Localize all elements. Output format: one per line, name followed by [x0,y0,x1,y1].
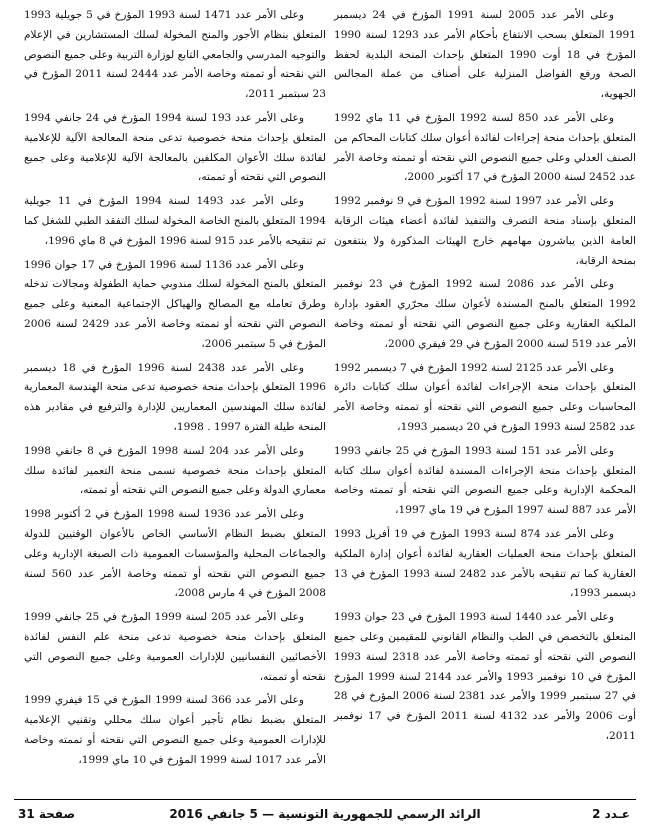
paragraph: وعلى الأمر عدد 850 لسنة 1992 المؤرخ في 11 ماي 1992 المتعلق بإحداث منحة إجراءات لفائدة أعوان سلك كتابات المحاكم من الصنف العدلي وعلى جميع النصوص التي نقحته أو تممته وخاصة الأمر عدد 2452 لسنة 2000 المؤرخ في 17 أكتوبر 2000، [334,111,636,184]
paragraph: وعلى الأمر عدد 2125 لسنة 1992 المؤرخ في 7 ديسمبر 1992 المتعلق بإحداث منحة الإجراءات لفائدة أعوان سلك كتابات دائرة المحاسبات وعلى جميع النصوص التي نقحته أو تممته وخاصة الأمر عدد 2582 لسنة 1993 المؤرخ في 20 ديسمبر 1993، [334,361,636,433]
paragraph: وعلى الأمر عدد 1493 لسنة 1994 المؤرخ في 11 جويلية 1994 المتعلق بالمنح الخاصة المخولة لسلك التفقد الطبي للشغل كما تم تنقيحه بالأمر عدد 915 لسنة 1996 المؤرخ في 8 ماي 1996، [24,195,326,247]
paragraph: وعلى الأمر عدد 1136 لسنة 1996 المؤرخ في 17 جوان 1996 المتعلق بالمنح المخولة لسلك مندوبي حماية الطفولة ومجالات تدخله وطرق تعامله مع المصالح والهياكل الإجتماعية المعنية وعلى جميع النصوص التي نقحته أو تممته وخاصة الأمر عدد 2429 لسنة 2006 المؤرخ في 5 سبتمبر 2006، [24,258,326,350]
paragraph: وعلى الأمر عدد 204 لسنة 1998 المؤرخ في 8 جانفي 1998 المتعلق بإحداث منحة خصوصية تسمى منحة التعمير لفائدة سلك معماري الدولة وعلى جميع النصوص التي نقحته أو تممته، [24,444,326,497]
paragraph: وعلى الأمر عدد 2438 لسنة 1996 المؤرخ في 18 ديسمبر 1996 المتعلق بإحداث منحة خصوصية تدعى منحة الهندسة المعمارية لفائدة سلك المهندسين المعماريين للإدارة والترفيع في مقادير هذه المنحة طيلة الفترة 1997 . 1998، [24,361,326,433]
page-number: صفحة 31 [18,807,76,821]
paragraph: وعلى الأمر عدد 205 لسنة 1999 المؤرخ في 25 جانفي 1999 المتعلق بإحداث منحة خصوصية تدعى منحة علم النفس لفائدة الأخصائيين النفسانيين للإدارات العمومية وعلى جميع النصوص التي نقحته أو تممته، [24,611,326,683]
right-column [334,6,636,751]
paragraph: وعلى الأمر عدد 1936 لسنة 1998 المؤرخ في 2 أكتوبر 1998 المتعلق بضبط النظام الأساسي الخاص بالأعوان الوقتيين للدولة والجماعات المحلية والمؤسسات العمومية ذات الصبغة الإدارية وعلى جميع النصوص التي نقحته أو تممته وخاصة الأمر عدد 560 لسنة 2008 المؤرخ في 4 مارس 2008، [24,508,326,600]
left-column [24,6,326,774]
paragraph: وعلى الأمر عدد 2005 لسنة 1991 المؤرخ في 24 ديسمبر 1991 المتعلق بسحب الانتفاع بأحكام الأمر عدد 1293 لسنة 1990 المؤرخ في 18 أوت 1990 المتعلق بإحداث المنحة البلدية لحفظ الصحة ورفع الفواضل المنزلية على أصناف من عملة المجالس الجهوية، [334,9,636,101]
paragraph: وعلى الأمر عدد 193 لسنة 1994 المؤرخ في 24 جانفي 1994 المتعلق بإحداث منحة خصوصية تدعى منحة المعالجة الآلية للإعلامية لفائدة سلك الأعوان المكلفين بالمعالجة الآلية للإعلامية وعلى جميع النصوص التي نقحته أو تممته، [24,111,326,184]
paragraph: وعلى الأمر عدد 1997 لسنة 1992 المؤرخ في 9 نوفمبر 1992 المتعلق بإسناد منحة التصرف والتنفيذ لفائدة أعضاء هيئات الرقابة العامة الذين يباشرون مهامهم خارج الهيئات المذكورة ولا ينتفعون بمنحة الرقابة، [334,195,636,267]
footer-divider [14,799,636,800]
paragraph: وعلى الأمر عدد 874 لسنة 1993 المؤرخ في 19 أفريل 1993 المتعلق بإحداث منحة العمليات العقارية لفائدة أعوان إدارة الملكية العقارية كما تم تنقيحه بالأمر عدد 2482 لسنة 1993 المؤرخ في 13 ديسمبر 1993، [334,527,636,600]
paragraph: وعلى الأمر عدد 1440 لسنة 1993 المؤرخ في 23 جوان 1993 المتعلق بالتخصص في الطب والنظام القانوني للمقيمين وعلى جميع النصوص التي نقحته أو تممته وخاصة الأمر عدد 2318 لسنة 1993 المؤرخ في 10 نوفمبر 1993 والأمر عدد 2144 لسنة 1999 المؤرخ في 27 سبتمبر 1999 والأمر عدد 2381 لسنة 2006 المؤرخ في 28 أوت 2006 والأمر عدد 4132 لسنة 2011 المؤرخ في 17 نوفمبر 2011، [334,611,637,742]
paragraph: وعلى الأمر عدد 151 لسنة 1993 المؤرخ في 25 جانفي 1993 المتعلق بإحداث منحة الإجراءات المسندة لفائدة أعوان سلك كتابة المحكمة الإدارية وعلى جميع النصوص التي نقحته أو تممته وخاصة الأمر عدد 887 لسنة 1997 المؤرخ في 19 ماي 1997، [334,444,636,517]
paragraph: وعلى الأمر عدد 2086 لسنة 1992 المؤرخ في 23 نوفمبر 1992 المتعلق بالمنح المسندة لأعوان سلك محرّري العقود بإدارة الملكية العقارية وعلى جميع النصوص التي نقحته أو تممته وخاصة الأمر عدد 519 لسنة 2000 المؤرخ في 29 فيفري 2000، [334,278,636,350]
page-footer [14,805,636,827]
paragraph: وعلى الأمر عدد 366 لسنة 1999 المؤرخ في 15 فيفري 1999 المتعلق بضبط نظام تأجير أعوان سلك محللي وتقنيي الإعلامية للإدارات العمومية وعلى جميع النصوص التي نقحته أو تممته وخاصة الأمر عدد 1017 لسنة 1999 المؤرخ في 10 ماي 1999، [24,694,326,766]
journal-title: الرائد الرسمي للجمهورية التونسية — 5 جانفي 2016 [169,807,481,821]
paragraph: وعلى الأمر عدد 1471 لسنة 1993 المؤرخ في 5 جويلية 1993 المتعلق بنظام الأجور والمنح المخولة لسلك المستشارين في الإعلام والتوجيه المدرسي والجامعي التابع لوزارة التربية وعلى جميع النصوص التي نقحته أو تممته وخاصة الأمر عدد 2444 لسنة 2011 المؤرخ في 23 سبتمبر 2011، [24,9,326,101]
issue-number: عـدد 2 [592,807,630,821]
